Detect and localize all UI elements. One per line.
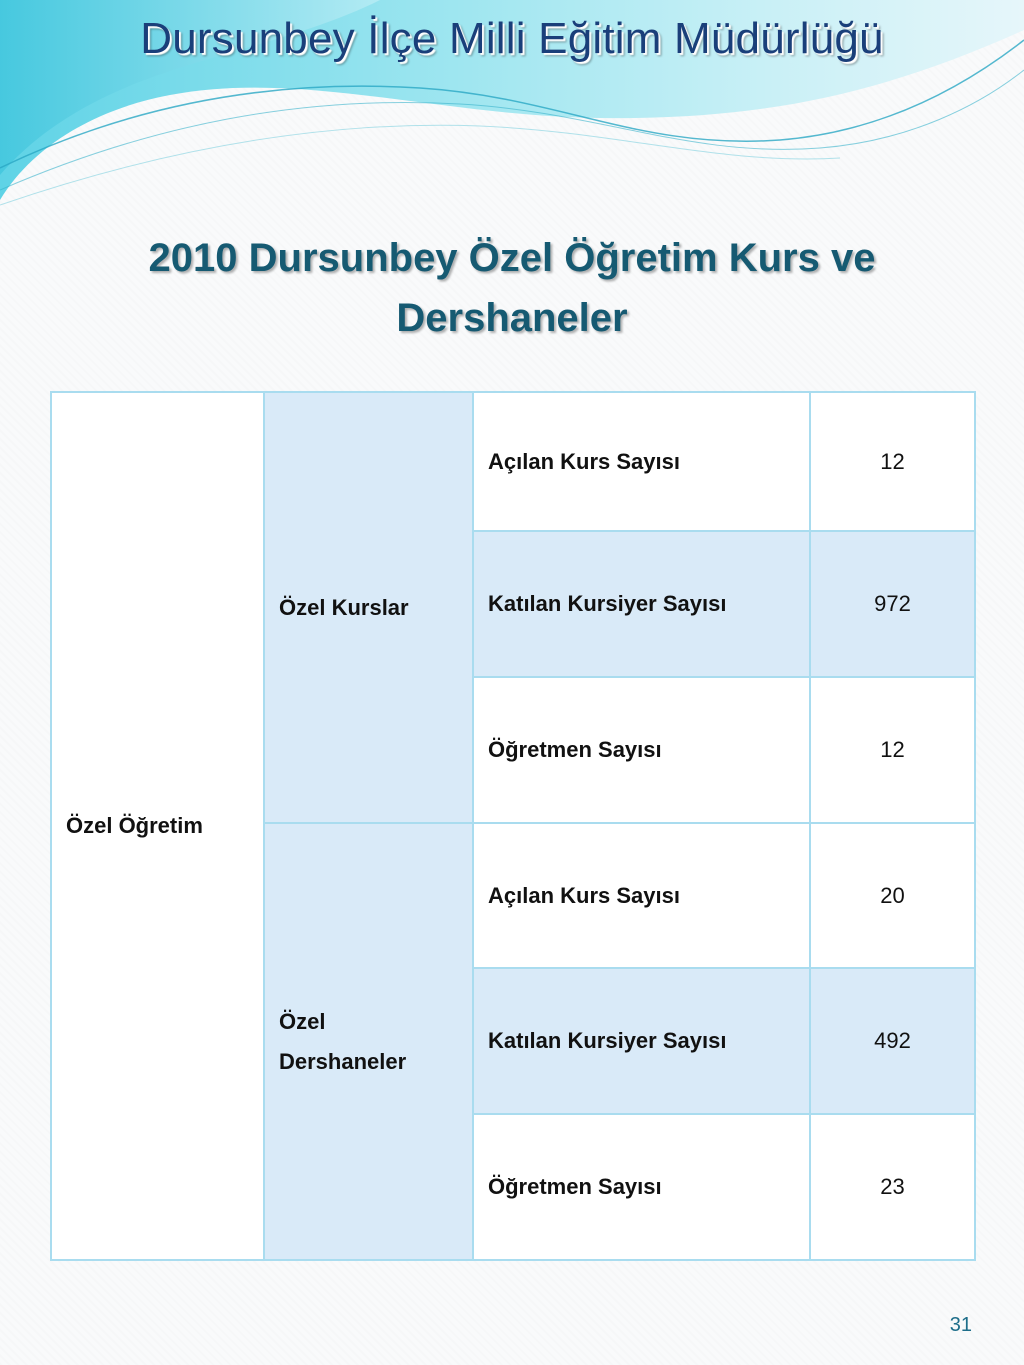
row-label-cell: Öğretmen Sayısı bbox=[473, 1114, 810, 1260]
row-label-cell: Katılan Kursiyer Sayısı bbox=[473, 968, 810, 1114]
page-number: 31 bbox=[949, 1314, 972, 1336]
slide-title: Dursunbey İlçe Milli Eğitim Müdürlüğü bbox=[140, 14, 884, 63]
row-value-cell: 12 bbox=[810, 677, 975, 823]
row-label-cell: Açılan Kurs Sayısı bbox=[473, 823, 810, 968]
row-value-cell: 492 bbox=[810, 968, 975, 1114]
group-cell-ozel-kurslar: Özel Kurslar bbox=[264, 392, 473, 823]
row-value-cell: 12 bbox=[810, 392, 975, 531]
table-row bbox=[51, 392, 975, 531]
category-cell: Özel Öğretim bbox=[51, 392, 264, 1260]
row-value-cell: 23 bbox=[810, 1114, 975, 1260]
row-value-cell: 972 bbox=[810, 531, 975, 677]
row-label-cell: Katılan Kursiyer Sayısı bbox=[473, 531, 810, 677]
group-cell-ozel-dershaneler: Özel Dershaneler bbox=[264, 823, 473, 1260]
statistics-table bbox=[50, 391, 976, 1261]
row-label-cell: Öğretmen Sayısı bbox=[473, 677, 810, 823]
row-value-cell: 20 bbox=[810, 823, 975, 968]
slide-subtitle: 2010 Dursunbey Özel Öğretim Kurs ve Dershaneler bbox=[148, 236, 876, 340]
row-label-cell: Açılan Kurs Sayısı bbox=[473, 392, 810, 531]
